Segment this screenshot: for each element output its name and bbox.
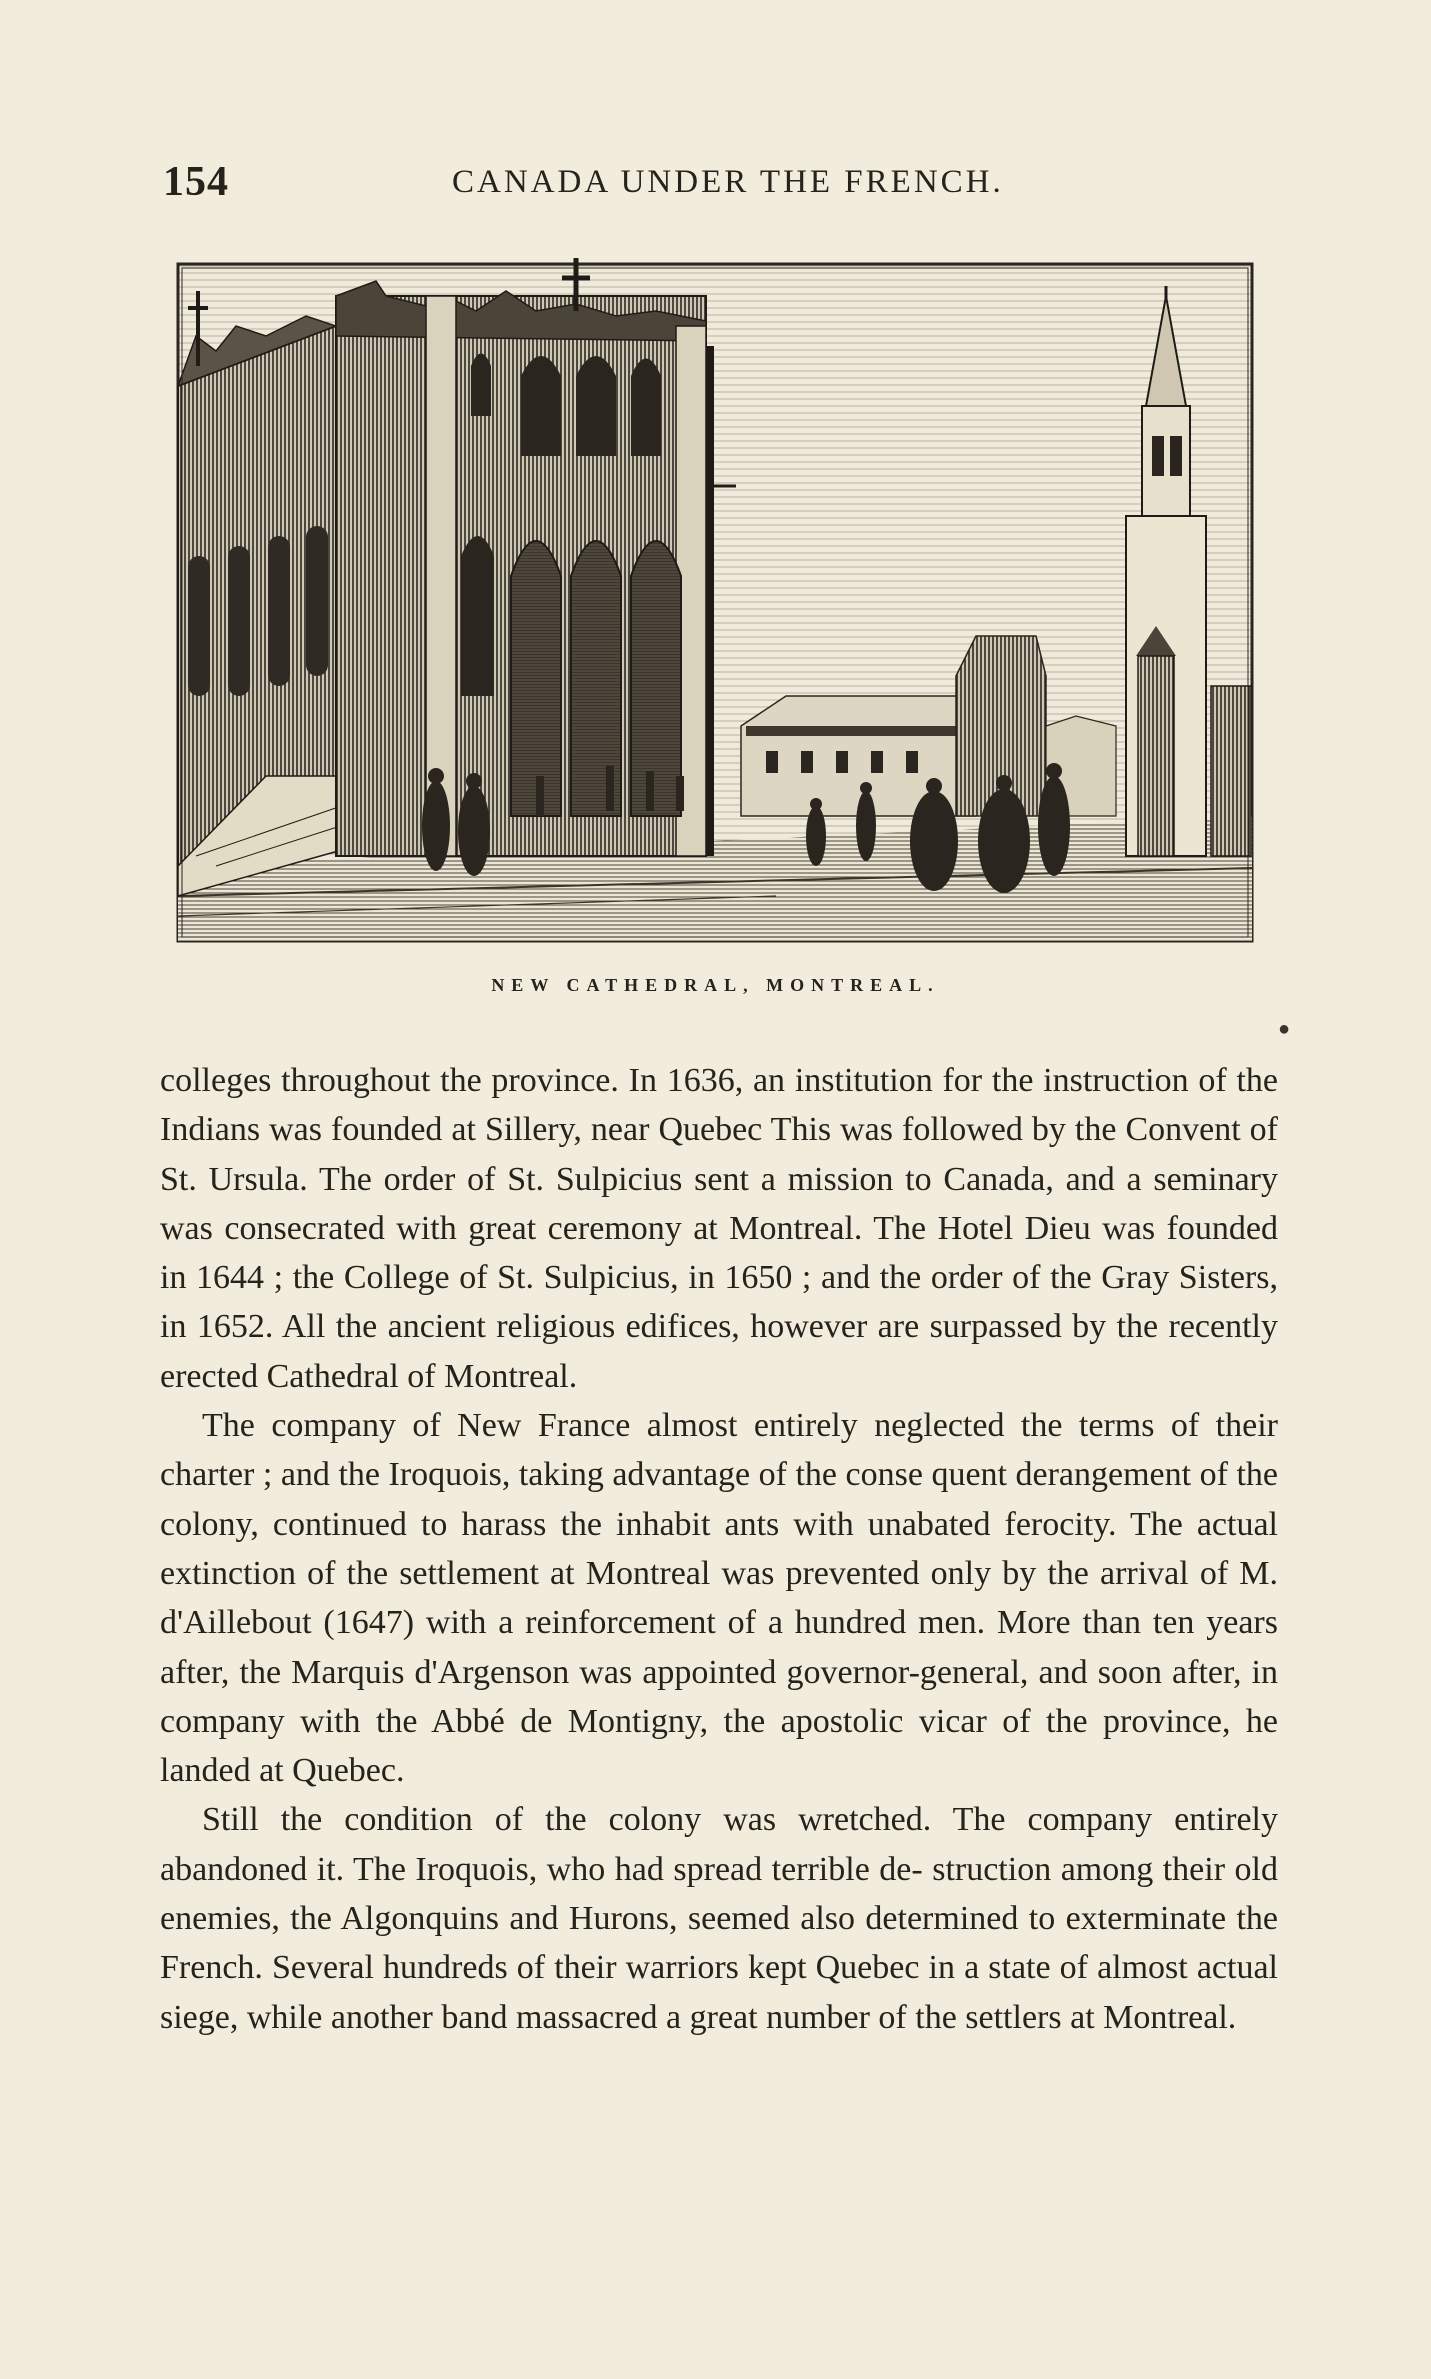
- figure-caption: NEW CATHEDRAL, MONTREAL.: [491, 975, 940, 995]
- paragraph: colleges throughout the province. In 1636, an institution for the instruction of the Indians was founded at Sillery, near Quebec This was followed by the Convent of St. Ursula. The order of St. Sulpicius sent a mission to Canada, and a seminary was consecrated with great ceremony at Montreal. The Hotel Dieu was founded in 1644 ; the College of St. Sulpicius, in 1650 ; and the order of the Gray Sisters, in 1652. All the ancient religious edifices, however are surpassed by the recently erected Cathedral of Montreal.: [160, 1062, 1278, 1395]
- cathedral-engraving: [176, 256, 1254, 943]
- ink-speck-dot: ●: [1278, 1018, 1291, 1040]
- body-text: [160, 1056, 1278, 2042]
- running-head: [0, 158, 1431, 208]
- paragraph: The company of New France almost entirely neglected the terms of their charter ; and the Iroquois, taking advantage of the conse quent derangement of the colony, continued to harass the inhabit ants with unabated ferocity. The actual extinction of the settlement at Montreal was prevented only by the arrival of M. d'Aillebout (1647) with a reinforcement of a hundred men. More than ten years after, the Marquis d'Argenson was appointed governor-general, and soon after, in company with the Abbé de Montigny, the apostolic vicar of the province, he landed at Quebec.: [160, 1407, 1278, 1790]
- paragraph: Still the condition of the colony was wretched. The company entirely abandoned it. The Iroquois, who had spread terrible de- struction among their old enemies, the Algonquins and Hurons, seemed also determined to exterminate the French. Several hundreds of their warriors kept Quebec in a state of almost actual siege, while another band massacred a great number of the settlers at Montreal.: [160, 1801, 1278, 2036]
- running-title: CANADA UNDER THE FRENCH.: [452, 164, 1004, 200]
- page-number: 154: [163, 159, 229, 205]
